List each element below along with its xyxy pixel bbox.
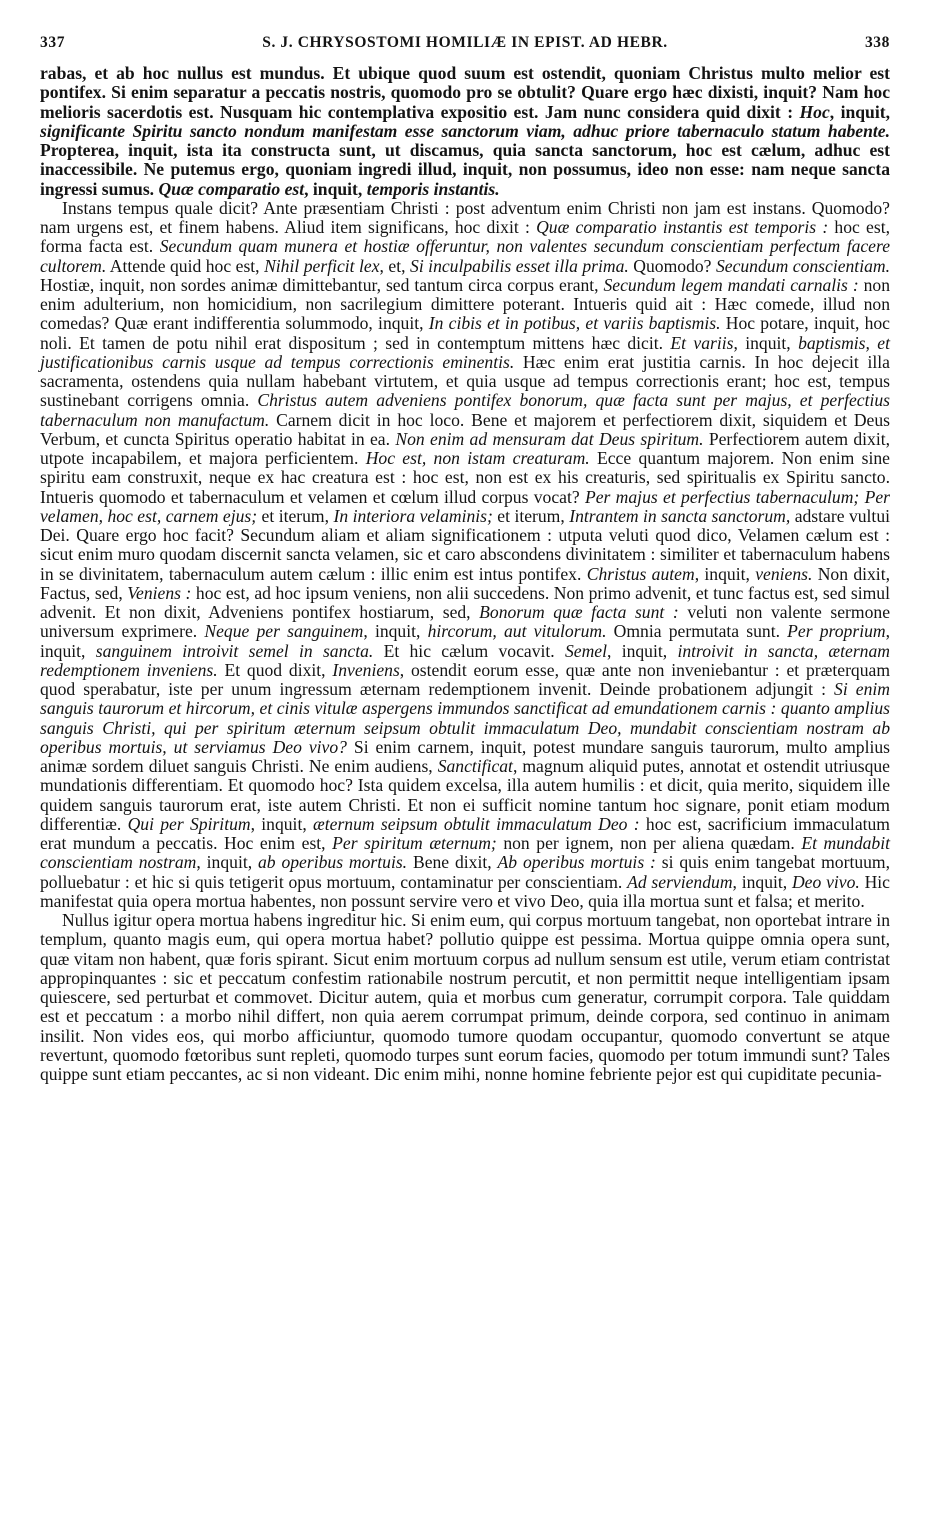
scripture-quote: Intrantem in sancta sanctorum, [569,505,791,526]
text-run: Et quod dixit, [217,659,333,680]
text-run: Carnem dicit in hoc loco. Bene et majorem et perfectiorem dixit, siquidem et Deus Verbum, et cuncta Spiritus operatio habitat in ea. [40,409,891,449]
scripture-quote: Secundum quam munera et hostiæ offeruntur, non valentes secundum conscientiam perfectum facere cultorem. [40,236,890,276]
scripture-quote: significante Spiritu sancto nondum manifestam esse sanctorum viam, adhuc priore tabernaculo statum habente. [40,120,890,141]
paragraph [40,911,890,1084]
text-run: veluti non valente sermone universum exprimere. [40,602,890,642]
scripture-quote: Bonorum quæ facta sunt : [479,602,679,622]
text-run: Propterea, inquit, ista ita constructa sunt, ut discamus, quia sancta sanctorum, hoc est cælum, adhuc est inaccessibile. Ne putemus ergo, quoniam ingredi illud, inquit, non possumus, ideo non esse: nam neque sancta ingressi sumus. [40,140,890,199]
scripture-quote: ab operibus mortuis. [258,852,408,873]
scripture-quote: Semel [564,640,607,661]
text-run: et iterum, [492,505,570,526]
scripture-quote: Si inculpabilis esset illa prima. [410,255,629,276]
scripture-quote: Quæ comparatio instantis est temporis : [536,217,829,237]
text-run: Hæc enim erat justitia carnis. In hoc dejecit illa sacramenta, ostendens quia nullam habebant virtutem, et quia usque ad tempus correctionis erant; hoc est, tempus sustinebant corrigens omnia. [40,351,890,411]
text-run: adstare vultui Dei. Quare ergo hoc facit? Secundum aliam et aliam significationem : utputa veluti quod dico, Velamen cælum est : sicut enim muro quodam discernit sancta velamen, sic et caro abscondens divinitatem : similiter et tabernaculum habens in se divinitatem, tabernaculum autem cælum : illic enim est intus pontifex. [40,505,891,584]
text-run: Si enim carnem, inquit, potest mundare sanguis taurorum, multo amplius animæ sordem diluet sanguis Christi. Ne enim audiens, [40,736,890,776]
text-run: , inquit, [733,332,799,353]
scripture-quote: Christus autem adveniens pontifex bonorum, quæ facta sunt per majus, et perfectius tabernaculum non manufactum. [40,390,890,430]
text-run: , inquit, [607,640,678,661]
scripture-quote: hircorum, aut vitulorum. [427,621,607,642]
text-run: , inquit, [250,813,314,834]
scripture-quote: Hoc [799,101,830,122]
text-run: Quomodo? [628,255,716,276]
text-run: , inquit, [829,101,890,122]
scripture-quote: Qui per Spiritum [127,813,251,834]
scripture-quote: veniens. [755,563,813,584]
text-run: , inquit, [694,563,756,584]
text-run: Hic manifestat quia opera mortua habentes, non possunt servire vero et vivo Deo, quia illa mortua sunt et falsa; et merito. [40,871,890,911]
running-head [40,34,890,64]
scripture-quote: Si enim sanguis taurorum et hircorum, et cinis vitulæ aspergens immundos sanctificat ad emundationem carnis : quanto amplius sanguis Christi, qui per spiritum æternum seipsum obtulit immaculatum Deo, mundabit conscientiam nostram ab operibus mortuis, ut serviamus Deo vivo? [40,679,890,757]
text-run: Hoc potare, inquit, hoc noli. Et tamen de potu nihil erat dispositum ; sed in contemptum mittens hæc dicit. [40,313,890,353]
scripture-quote: sanguinem introivit semel in sancta. [95,640,374,661]
scripture-quote: Nihil perficit lex [264,255,380,276]
scripture-quote: Ab operibus mortuis : [497,852,656,873]
text-run: Ecce quantum majorem. Non enim sine spiritu eam construxit, neque ex hac creatura est : hoc est, non est ex his creaturis, sed spiritualis ex Spiritu sancto. Intueris quomodo et tabernaculum et velamen et cœlum illud corpus vocat? [40,448,890,507]
text-run: non per ignem, non per aliena quædam. [496,833,802,853]
text-run: , inquit, [196,852,258,873]
scripture-quote: Quæ comparatio est [158,178,305,199]
scripture-quote: æternum seipsum obtulit immaculatum Deo : [313,813,640,834]
text-run: Omnia permutata sunt. [606,621,788,642]
text-run: hoc est, sacrificium immaculatum erat mundum a peccatis. Hoc enim est, [40,813,890,853]
scripture-quote: Inveniens [332,659,400,680]
scripture-quote: baptismis, et justificationibus carnis usque ad tempus correctionis eminentis. [40,332,890,372]
scripture-quote: Per proprium [787,621,886,642]
running-title: S. J. CHRYSOSTOMI HOMILIÆ IN EPIST. AD HEBR. [262,34,668,51]
scripture-quote: Christus autem [586,563,695,584]
paragraph [40,64,890,199]
scripture-quote: Non enim ad mensuram dat Deus spiritum. [395,428,704,449]
body-text [40,64,890,1084]
scripture-quote: Veniens : [127,582,192,603]
text-run: Bene dixit, [407,852,498,873]
scripture-quote: Neque per sanguinem [204,621,364,642]
scripture-quote: Et variis [670,332,734,353]
scripture-quote: Sanctificat [437,756,513,776]
text-run: , magnum aliquid putes, annotat et ostendit utriusque mundationis differentiam. Et quomodo hoc? Ista quidem excelsa, illa autem humilis : et dicit, quia merito, siquidem ille quidem sanguis taurorum erat, iste autem Christi. Et non ei sufficit nomine tantum hoc signare, ponit etiam modum differentiæ. [40,756,890,834]
scripture-quote: Hoc est, non istam creaturam. [365,448,590,468]
text-run: Non dixit, Factus, sed, [40,563,890,603]
scripture-quote: temporis instantis. [366,178,500,199]
scripture-quote: Secundum legem mandati carnalis : [603,274,859,295]
page-number-right: 338 [864,34,890,51]
text-run: rabas, et ab hoc nullus est mundus. Et ubique quod suum est ostendit, quoniam Christus multo melior est pontifex. Si enim separatur a peccatis nostris, quomodo pro se obtulit? Quare ergo hæc dixisti, inquit? Nam hoc melioris sacerdotis est. Nusquam hic contemplativa expositio est. Jam nunc considera quid dixit : [40,63,890,122]
paragraph [40,199,890,911]
scripture-quote: introivit in sancta, æternam redemptionem inveniens. [40,640,890,680]
text-run: non enim adulterium, non homicidium, non sacrilegium dimittere poterant. Intueris quid ait : Hæc comede, illud non comedas? Quæ erant indifferentia solummodo, inquit, [40,274,890,334]
text-run: Et hic cælum vocavit. [373,640,565,661]
text-run: Hostiæ, inquit, non sordes animæ dimittebantur, sed tantum circa corpus erant, [40,274,604,295]
text-run: , inquit, [363,621,428,642]
text-run: Attende quid hoc est, [106,255,265,276]
scripture-quote: Per spiritum æternum; [332,833,497,853]
text-run: , inquit, [304,178,367,199]
text-run: , inquit, [732,871,792,892]
scripture-quote: Secundum conscientiam. [715,255,890,276]
text-run: Nullus igitur opera mortua habens ingreditur hic. Si enim eum, qui corpus mortuum tangebat, non oportebat intrare in templum, quanto magis eum, qui opera mortua habet? pollutio quippe est pessima. Mortua quippe omnia opera sunt, quæ vitam non habent, quæ foris spirant. Sicut enim mortuum corpus ad nullum sensum est utile, verum etiam contristat appropinquantes : sic et peccatum confestim rationabile nostrum percutit, et non permittit neque intelligentiam ipsam quiescere, sed perturbat et commovet. Dicitur autem, quia et morbus cum generatur, corrumpit corpora. Tale quiddam est et peccatum : a morbo nihil differt, non quia aerem corrumpat primum, deinde corpora, sed continuo in animam insilit. Non vides eos, qui morbo afficiuntur, quomodo tumore quodam occupantur, quomodo convertunt se atque revertunt, quomodo fœtoribus sunt repleti, quomodo turpes sunt eorum facies, quomodo per totum immundi sunt? Tales quippe sunt etiam peccantes, ac si non videant. Dic enim mihi, nonne homine febriente pejor est qui cupiditate pecunia- [40,910,890,1084]
scripture-quote: Et mundabit conscientiam nostram [40,833,891,873]
text-run: hoc est, forma facta est. [40,217,890,257]
scripture-quote: Deo vivo. [791,871,860,892]
scripture-quote: In cibis et in potibus, et variis baptismis. [428,313,721,334]
text-run: , et, [379,255,411,276]
text-run: , inquit, [40,621,890,661]
text-run: et iterum, [257,505,334,526]
scripture-quote: Per majus et perfectius tabernaculum; Per velamen, hoc est, carnem ejus; [40,486,890,526]
text-run: hoc est, ad hoc ipsum veniens, non alii succedens. Non primo advenit, et tunc factus est, sed simul advenit. Et non dixit, Adveniens pontifex hostiarum, sed, [40,582,890,622]
text-run: Instans tempus quale dicit? Ante præsentiam Christi : post adventum enim Christi non jam est instans. Quomodo? nam urgens est, et finem habens. Aliud item significans, hoc dixit : [40,197,890,237]
text-run: , ostendit eorum esse, quæ ante non inveniebantur : et præterquam quod sperabatur, iste per unum ingressum æternam redemptionem invenit. Deinde probationem adjungit : [40,659,891,699]
page-number-left: 337 [40,34,66,51]
scripture-quote: In interiora velaminis; [333,505,493,526]
text-run: si quis enim tangebat mortuum, polluebatur : et hic si quis tetigerit opus mortuum, contaminatur per conscientiam. [40,852,891,892]
text-run: Perfectiorem autem dixit, utpote incapabilem, et majora perficientem. [40,428,891,468]
scripture-quote: Ad serviendum [627,871,733,892]
